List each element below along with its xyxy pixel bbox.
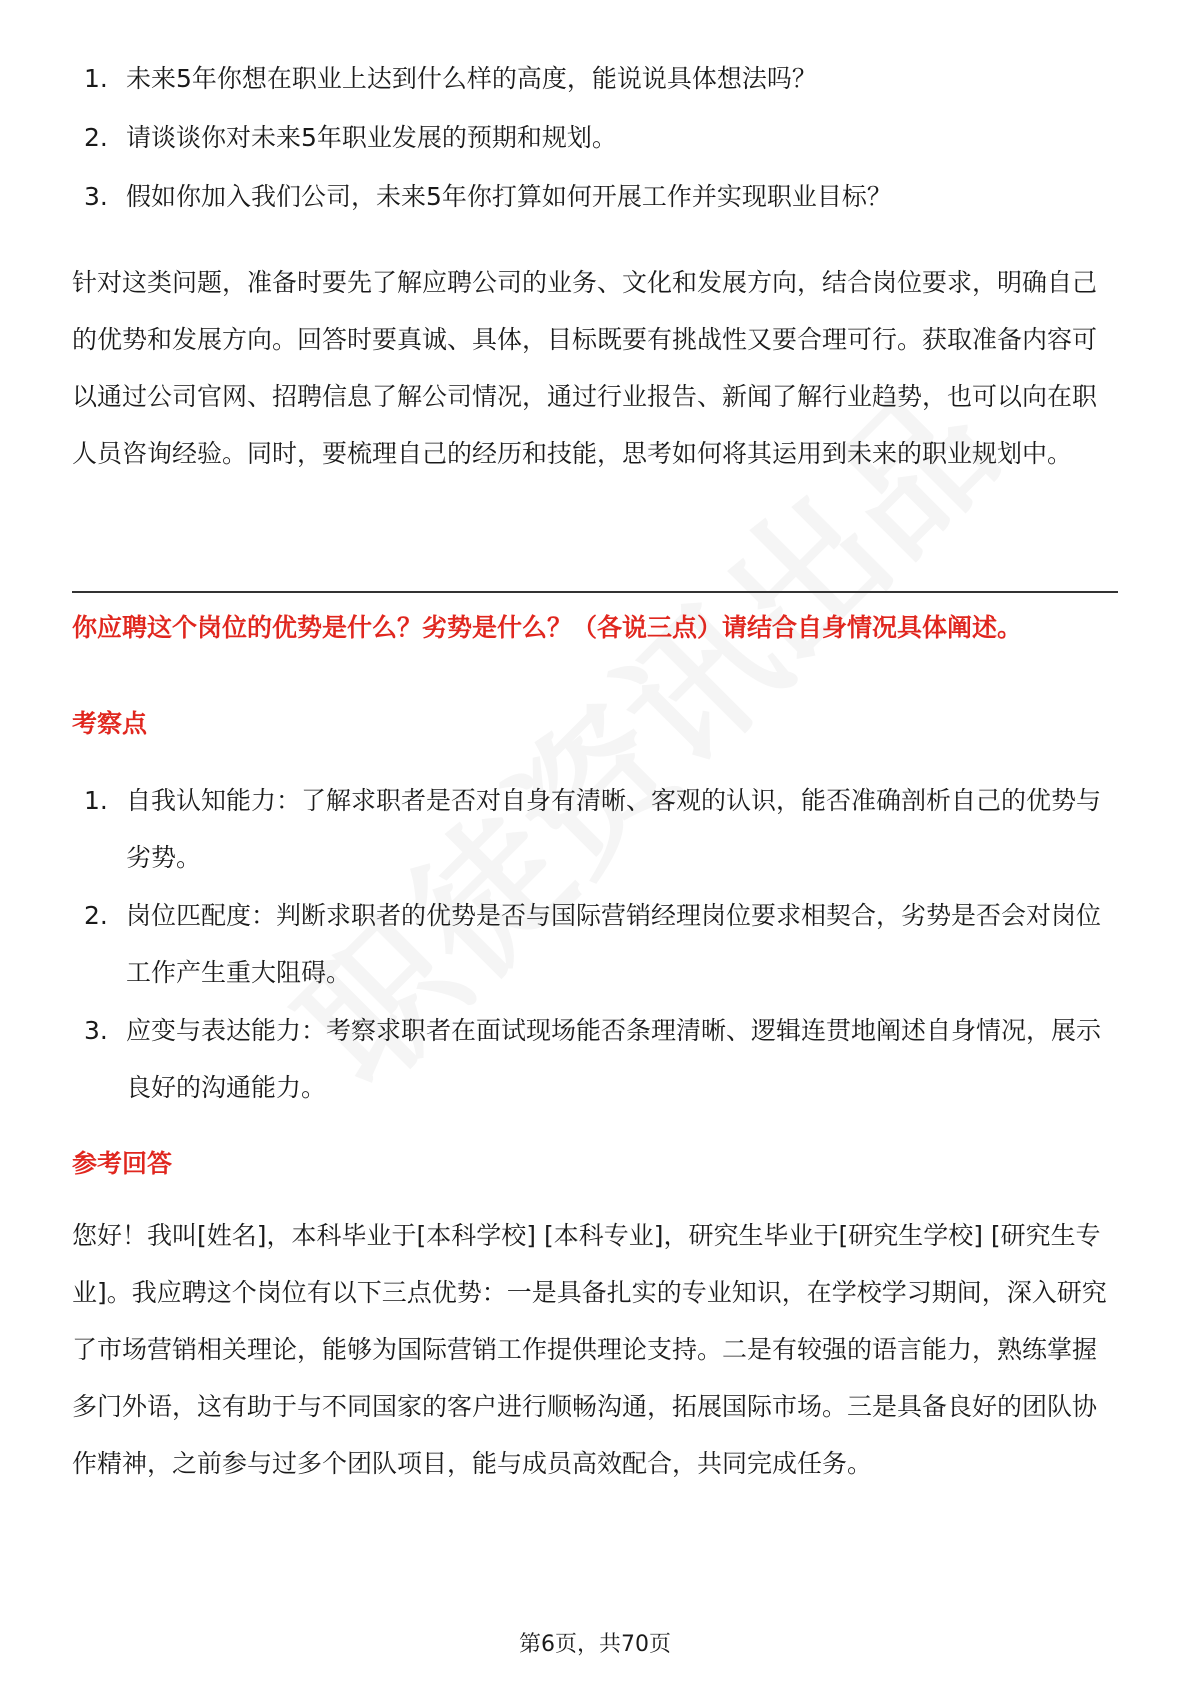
list-text: 假如你加入我们公司，未来5年你打算如何开展工作并实现职业目标？ [126,182,892,211]
question-heading: 你应聘这个岗位的优势是什么？劣势是什么？（各说三点）请结合自身情况具体阐述。 [72,613,1023,642]
answer-paragraph: 您好！我叫[姓名]，本科毕业于[本科学校] [本科专业]，研究生毕业于[研究生学校] [研究生专业]。我应聘这个岗位有以下三点优势：一是具备扎实的专业知识，在学校学习期间，深入研究了市场营销相关理论，能够为国际营销工作提供理论支持。二是有较强的语言能力，熟练掌握多门外语，这有助于与不同国家的客户进行顺畅沟通，拓展国际市场。三是具备良好的团队协作精神，之前参与过多个团队项目，能与成员高效配合，共同完成任务。 [72,1221,1107,1478]
section-divider [72,591,1118,593]
document-page [72,0,1118,1684]
list-item [72,111,1118,165]
intro-paragraph: 针对这类问题，准备时要先了解应聘公司的业务、文化和发展方向，结合岗位要求，明确自己的优势和发展方向。回答时要真诚、具体，目标既要有挑战性又要合理可行。获取准备内容可以通过公司官网、招聘信息了解公司情况，通过行业报告、新闻了解行业趋势，也可以向在职人员咨询经验。同时，要梳理自己的经历和技能，思考如何将其运用到未来的职业规划中。 [72,268,1098,468]
list-text: 应变与表达能力：考察求职者在面试现场能否条理清晰、逻辑连贯地阐述自身情况，展示良好的沟通能力。 [126,1016,1102,1102]
inspection-title: 考察点 [72,709,148,738]
list-text: 自我认知能力：了解求职者是否对自身有清晰、客观的认识，能否准确剖析自己的优势与劣势。 [126,786,1102,872]
list-number: 2. [84,123,108,152]
list-item [72,170,1118,224]
list-item [72,52,1118,106]
list-number: 3. [84,1016,108,1045]
list-text: 岗位匹配度：判断求职者的优势是否与国际营销经理岗位要求相契合，劣势是否会对岗位工作产生重大阻碍。 [126,901,1102,987]
list-item [72,1002,1118,1116]
page-footer: 第6页，共70页 [519,1632,671,1657]
list-number: 1. [84,64,108,93]
list-number: 2. [84,901,108,930]
list-number: 1. [84,786,108,815]
answer-title: 参考回答 [72,1149,173,1178]
list-item [72,887,1118,1001]
list-number: 3. [84,182,108,211]
inspection-points-list [72,772,1118,1117]
question-variants-list [72,52,1118,229]
list-text: 请谈谈你对未来5年职业发展的预期和规划。 [126,123,617,152]
list-text: 未来5年你想在职业上达到什么样的高度，能说说具体想法吗？ [126,64,817,93]
list-item [72,772,1118,886]
